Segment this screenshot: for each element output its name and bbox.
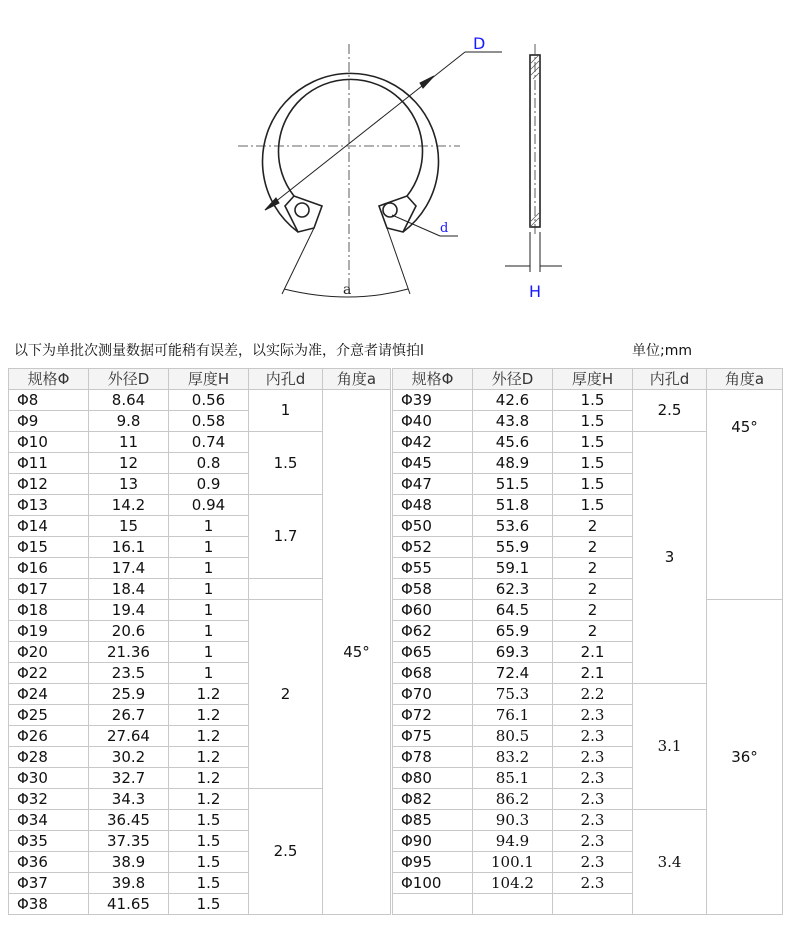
thickness-cell: 1.2 [169, 726, 249, 747]
unit-label: 单位;mm [632, 343, 692, 359]
table-row [9, 390, 391, 411]
label-D: D [473, 34, 486, 53]
thickness-cell: 1.5 [169, 873, 249, 894]
thickness-cell: 1 [169, 600, 249, 621]
spec-cell: Φ39 [393, 390, 473, 411]
outer-diameter-cell: 69.3 [473, 642, 553, 663]
outer-diameter-cell: 20.6 [89, 621, 169, 642]
spec-cell: Φ17 [9, 579, 89, 600]
outer-diameter-cell: 16.1 [89, 537, 169, 558]
left-lug-hole [295, 203, 309, 217]
spec-cell: Φ72 [393, 705, 473, 726]
spec-cell: Φ45 [393, 453, 473, 474]
hole-diameter-cell: 3 [633, 432, 707, 684]
thickness-cell: 1 [169, 537, 249, 558]
spec-cell: Φ65 [393, 642, 473, 663]
header-thickness: 厚度H [553, 369, 633, 390]
thickness-cell: 2.1 [553, 642, 633, 663]
spec-cell: Φ52 [393, 537, 473, 558]
outer-diameter-cell: 11 [89, 432, 169, 453]
outer-diameter-cell: 45.6 [473, 432, 553, 453]
spec-cell: Φ8 [9, 390, 89, 411]
hole-diameter-cell: 2.5 [633, 390, 707, 432]
outer-diameter-cell: 104.2 [473, 873, 553, 894]
thickness-cell: 1.2 [169, 747, 249, 768]
outer-diameter-cell: 36.45 [89, 810, 169, 831]
spec-cell: Φ60 [393, 600, 473, 621]
spec-cell: Φ62 [393, 621, 473, 642]
outer-diameter-cell: 51.5 [473, 474, 553, 495]
header-spec: 规格Φ [9, 369, 89, 390]
outer-diameter-cell: 38.9 [89, 852, 169, 873]
thickness-cell: 1.2 [169, 684, 249, 705]
thickness-cell: 1.5 [169, 852, 249, 873]
spec-cell: Φ35 [9, 831, 89, 852]
outer-diameter-cell: 72.4 [473, 663, 553, 684]
hole-diameter-cell [249, 579, 323, 600]
header-outer-diameter: 外径D [89, 369, 169, 390]
thickness-cell: 1.5 [169, 894, 249, 915]
angle-cell: 36° [707, 600, 783, 915]
table-row [393, 390, 783, 411]
outer-diameter-cell: 19.4 [89, 600, 169, 621]
label-H: H [529, 282, 542, 301]
thickness-cell: 2 [553, 621, 633, 642]
label-d: d [440, 221, 449, 236]
outer-diameter-cell: 30.2 [89, 747, 169, 768]
thickness-cell: 2 [553, 558, 633, 579]
thickness-cell: 1.5 [553, 411, 633, 432]
spec-cell: Φ19 [9, 621, 89, 642]
thickness-cell: 2 [553, 579, 633, 600]
outer-diameter-cell: 15 [89, 516, 169, 537]
spec-cell [393, 894, 473, 915]
thickness-cell: 2.3 [553, 873, 633, 894]
outer-diameter-cell: 42.6 [473, 390, 553, 411]
outer-diameter-cell: 26.7 [89, 705, 169, 726]
header-hole-diameter: 内孔d [249, 369, 323, 390]
spec-table-right [392, 368, 783, 915]
thickness-cell: 1.2 [169, 705, 249, 726]
outer-diameter-cell: 65.9 [473, 621, 553, 642]
outer-diameter-cell: 37.35 [89, 831, 169, 852]
thickness-cell: 1.2 [169, 768, 249, 789]
thickness-cell: 1.5 [553, 390, 633, 411]
spec-cell: Φ16 [9, 558, 89, 579]
hole-leader [392, 215, 440, 236]
header-row [393, 369, 783, 390]
spec-cell: Φ15 [9, 537, 89, 558]
outer-diameter-cell: 32.7 [89, 768, 169, 789]
outer-diameter-cell: 62.3 [473, 579, 553, 600]
thickness-cell: 2.3 [553, 852, 633, 873]
hole-diameter-cell: 1 [249, 390, 323, 432]
outer-diameter-cell: 13 [89, 474, 169, 495]
spec-cell: Φ70 [393, 684, 473, 705]
header-angle: 角度a [707, 369, 783, 390]
thickness-cell: 0.8 [169, 453, 249, 474]
outer-diameter-cell: 48.9 [473, 453, 553, 474]
outer-diameter-cell: 80.5 [473, 726, 553, 747]
spec-cell: Φ82 [393, 789, 473, 810]
outer-diameter-cell: 39.8 [89, 873, 169, 894]
spec-cell: Φ40 [393, 411, 473, 432]
header-thickness: 厚度H [169, 369, 249, 390]
outer-diameter-cell: 14.2 [89, 495, 169, 516]
thickness-cell: 1 [169, 621, 249, 642]
thickness-cell: 1.5 [169, 810, 249, 831]
spec-cell: Φ10 [9, 432, 89, 453]
header-hole-diameter: 内孔d [633, 369, 707, 390]
right-lug-hole [383, 203, 397, 217]
outer-diameter-cell: 64.5 [473, 600, 553, 621]
spec-cell: Φ90 [393, 831, 473, 852]
spec-cell: Φ37 [9, 873, 89, 894]
header-outer-diameter: 外径D [473, 369, 553, 390]
thickness-cell: 2.3 [553, 768, 633, 789]
spec-cell: Φ13 [9, 495, 89, 516]
thickness-cell: 0.9 [169, 474, 249, 495]
thickness-cell: 1.2 [169, 789, 249, 810]
spec-cell: Φ26 [9, 726, 89, 747]
outer-diameter-cell: 59.1 [473, 558, 553, 579]
angle-cell: 45° [707, 390, 783, 600]
outer-diameter-cell: 51.8 [473, 495, 553, 516]
thickness-cell: 2.3 [553, 789, 633, 810]
thickness-cell: 0.94 [169, 495, 249, 516]
thickness-cell: 2 [553, 600, 633, 621]
thickness-cell: 1.5 [169, 831, 249, 852]
outer-diameter-cell [473, 894, 553, 915]
spec-cell: Φ24 [9, 684, 89, 705]
thickness-cell: 2.3 [553, 705, 633, 726]
thickness-cell: 2.2 [553, 684, 633, 705]
thickness-cell: 0.74 [169, 432, 249, 453]
thickness-cell: 1 [169, 579, 249, 600]
table-row [393, 600, 783, 621]
spec-cell: Φ38 [9, 894, 89, 915]
outer-diameter-cell: 34.3 [89, 789, 169, 810]
spec-cell: Φ80 [393, 768, 473, 789]
measurement-notice: 以下为单批次测量数据可能稍有误差，以实际为准，介意者请慎拍l [14, 343, 424, 359]
spec-table-left [8, 368, 391, 915]
header-spec: 规格Φ [393, 369, 473, 390]
thickness-cell: 0.58 [169, 411, 249, 432]
thickness-cell: 1.5 [553, 432, 633, 453]
thickness-cell: 2.3 [553, 747, 633, 768]
spec-cell: Φ48 [393, 495, 473, 516]
hole-diameter-cell: 2.5 [249, 789, 323, 915]
thickness-cell: 1 [169, 642, 249, 663]
spec-cell: Φ100 [393, 873, 473, 894]
thickness-cell: 2 [553, 537, 633, 558]
spec-cell: Φ55 [393, 558, 473, 579]
spec-cell: Φ11 [9, 453, 89, 474]
hole-diameter-cell: 2 [249, 600, 323, 789]
hole-diameter-cell: 1.5 [249, 432, 323, 495]
label-a: a [343, 282, 352, 298]
spec-cell: Φ47 [393, 474, 473, 495]
outer-diameter-cell: 53.6 [473, 516, 553, 537]
hole-diameter-cell: 3.1 [633, 684, 707, 810]
thickness-cell: 1.5 [553, 495, 633, 516]
thickness-cell: 1 [169, 663, 249, 684]
outer-diameter-cell: 8.64 [89, 390, 169, 411]
thickness-cell: 1 [169, 558, 249, 579]
ring-outer-edge [263, 73, 439, 232]
outer-diameter-cell: 100.1 [473, 852, 553, 873]
header-angle: 角度a [323, 369, 391, 390]
spec-cell: Φ68 [393, 663, 473, 684]
thickness-cell: 2 [553, 516, 633, 537]
outer-diameter-cell: 41.65 [89, 894, 169, 915]
outer-diameter-cell: 12 [89, 453, 169, 474]
spec-cell: Φ22 [9, 663, 89, 684]
spec-cell: Φ32 [9, 789, 89, 810]
outer-diameter-cell: 94.9 [473, 831, 553, 852]
spec-cell: Φ9 [9, 411, 89, 432]
outer-diameter-cell: 75.3 [473, 684, 553, 705]
spec-cell: Φ75 [393, 726, 473, 747]
thickness-cell: 2.1 [553, 663, 633, 684]
header-row [9, 369, 391, 390]
spec-cell: Φ18 [9, 600, 89, 621]
outer-diameter-cell: 23.5 [89, 663, 169, 684]
spec-cell: Φ12 [9, 474, 89, 495]
outer-diameter-cell: 85.1 [473, 768, 553, 789]
spec-cell: Φ50 [393, 516, 473, 537]
outer-diameter-cell: 27.64 [89, 726, 169, 747]
thickness-cell [553, 894, 633, 915]
outer-diameter-cell: 86.2 [473, 789, 553, 810]
outer-diameter-cell: 18.4 [89, 579, 169, 600]
spec-cell: Φ36 [9, 852, 89, 873]
spec-cell: Φ42 [393, 432, 473, 453]
spec-cell: Φ30 [9, 768, 89, 789]
spec-cell: Φ25 [9, 705, 89, 726]
spec-cell: Φ28 [9, 747, 89, 768]
thickness-cell: 0.56 [169, 390, 249, 411]
outer-diameter-cell: 9.8 [89, 411, 169, 432]
outer-diameter-cell: 25.9 [89, 684, 169, 705]
outer-diameter-cell: 76.1 [473, 705, 553, 726]
thickness-cell: 1 [169, 516, 249, 537]
spec-cell: Φ85 [393, 810, 473, 831]
outer-diameter-cell: 17.4 [89, 558, 169, 579]
ring-inner-edge [278, 79, 422, 196]
thickness-cell: 2.3 [553, 726, 633, 747]
circlip-drawing [0, 0, 790, 330]
angle-cell: 45° [323, 390, 391, 915]
thickness-cell: 1.5 [553, 474, 633, 495]
thickness-cell: 1.5 [553, 453, 633, 474]
hole-diameter-cell: 3.4 [633, 810, 707, 915]
spec-cell: Φ14 [9, 516, 89, 537]
hole-diameter-cell: 1.7 [249, 495, 323, 579]
spec-cell: Φ78 [393, 747, 473, 768]
outer-diameter-cell: 43.8 [473, 411, 553, 432]
spec-cell: Φ95 [393, 852, 473, 873]
outer-diameter-cell: 55.9 [473, 537, 553, 558]
spec-cell: Φ20 [9, 642, 89, 663]
spec-cell: Φ34 [9, 810, 89, 831]
spec-cell: Φ58 [393, 579, 473, 600]
thickness-cell: 2.3 [553, 831, 633, 852]
outer-diameter-cell: 83.2 [473, 747, 553, 768]
outer-diameter-cell: 90.3 [473, 810, 553, 831]
outer-diameter-cell: 21.36 [89, 642, 169, 663]
thickness-cell: 2.3 [553, 810, 633, 831]
